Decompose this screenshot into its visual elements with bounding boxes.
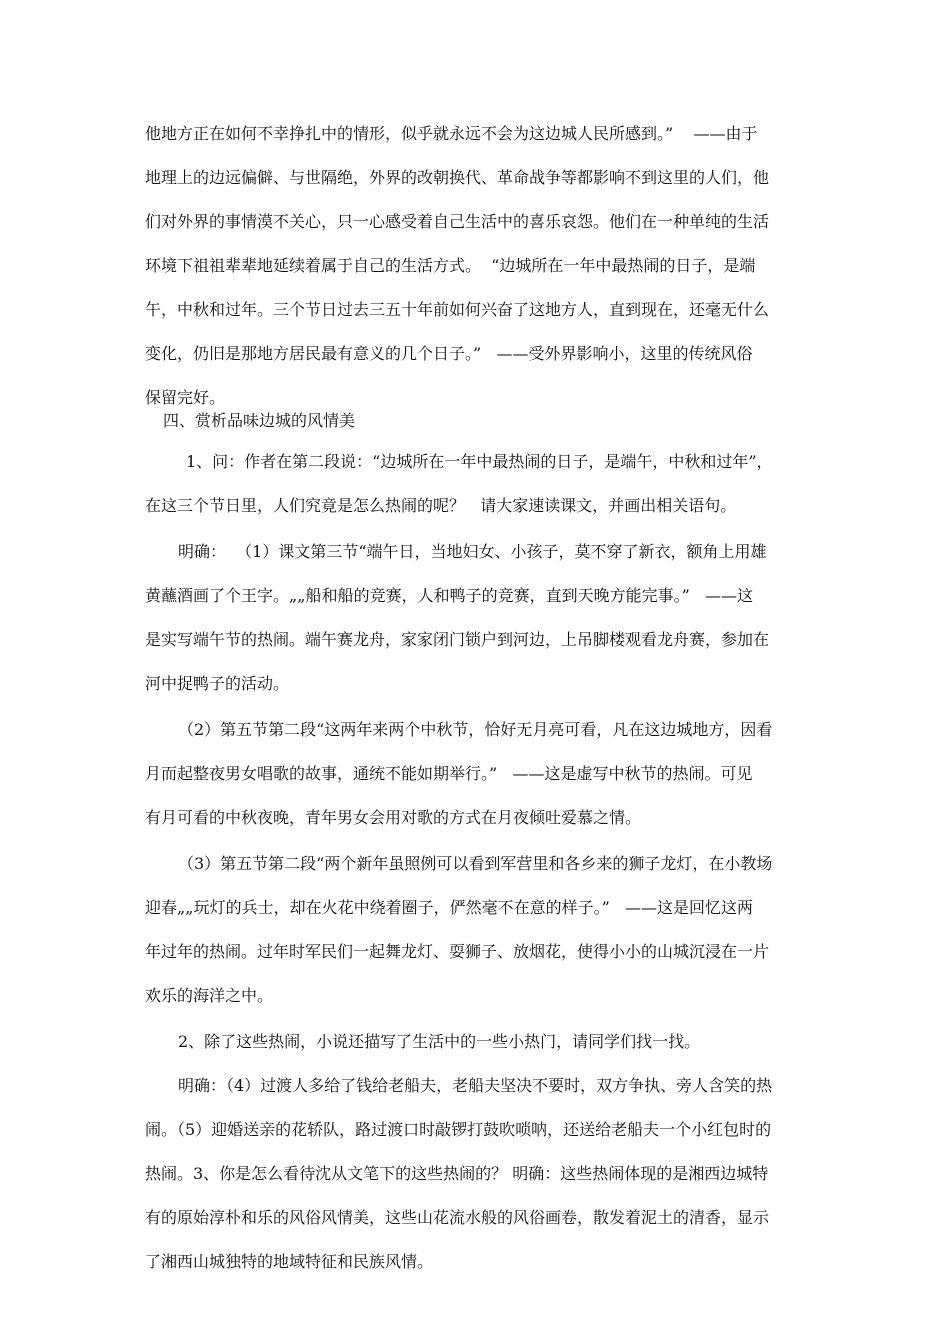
text-line: 河中捉鸭子的活动。: [145, 674, 290, 693]
text-line: 1、问：作者在第二段说：“边城所在一年中最热闹的日子，是端午，中秋和过年”，: [186, 452, 773, 471]
text-line: 欢乐的海洋之中。: [145, 986, 274, 1005]
text-line: 月而起整夜男女唱歌的故事，通统不能如期举行。” ——这是虚写中秋节的热闹。可见: [145, 764, 753, 783]
text-line: 地理上的边远偏僻、与世隔绝，外界的改朝换代、革命战争等都影响不到这里的人们，他: [145, 168, 770, 187]
section-heading: 四、赏析品味边城的风情美: [163, 411, 356, 430]
text-line: 们对外界的事情漠不关心，只一心感受着自己生活中的喜乐哀怨。他们在一种单纯的生活: [145, 212, 770, 231]
text-line: 年过年的热闹。过年时军民们一起舞龙灯、耍狮子、放烟花，使得小小的山城沉浸在一片: [145, 942, 770, 961]
text-line: 午，中秋和过年。三个节日过去三五十年前如何兴奋了这地方人，直到现在，还毫无什么: [145, 300, 770, 319]
text-line: 是实写端午节的热闹。端午赛龙舟，家家闭门锁户到河边，上吊脚楼观看龙舟赛，参加在: [145, 630, 770, 649]
text-line: 环境下祖祖辈辈地延续着属于自己的生活方式。 “边城所在一年中最热闹的日子，是端: [145, 256, 756, 275]
text-line: （2）第五节第二段“这两年来两个中秋节，恰好无月亮可看，凡在这边城地方，因看: [178, 720, 773, 739]
text-line: 他地方正在如何不幸挣扎中的情形，似乎就永远不会为这边城人民所感到。” ——由于: [145, 124, 758, 143]
text-line: 热闹。3、你是怎么看待沈从文笔下的这些热闹的？ 明确：这些热闹体现的是湘西边城特: [145, 1164, 769, 1183]
text-line: 有的原始淳朴和乐的风俗风情美，这些山花流水般的风俗画卷，散发着泥土的清香，显示: [145, 1208, 770, 1227]
text-line: （3）第五节第二段“两个新年虽照例可以看到军营里和各乡来的狮子龙灯，在小教场: [178, 854, 773, 873]
text-line: 了湘西山城独特的地域特征和民族风情。: [145, 1252, 434, 1271]
text-line: 变化，仍旧是那地方居民最有意义的几个日子。” ——受外界影响小，这里的传统风俗: [145, 344, 753, 363]
text-line: 2、除了这些热闹，小说还描写了生活中的一些小热门，请同学们找一找。: [178, 1032, 701, 1051]
text-line: 迎春„„玩灯的兵士，却在火花中绕着圈子，俨然毫不在意的样子。” ——这是回忆这两: [145, 898, 754, 917]
text-line: 闹。（5）迎婚送亲的花轿队，路过渡口时敲锣打鼓吹唢呐，还送给老船夫一个小红包时的: [145, 1120, 772, 1139]
text-line: 明确： （1）课文第三节“端午日，当地妇女、小孩子，莫不穿了新衣，额角上用雄: [178, 542, 767, 561]
text-line: 在这三个节日里，人们究竟是怎么热闹的呢？ 请大家速读课文，并画出相关语句。: [145, 496, 737, 515]
text-line: 有月可看的中秋夜晚，青年男女会用对歌的方式在月夜倾吐爱慕之情。: [145, 808, 642, 827]
text-line: 保留完好。: [145, 388, 226, 407]
text-line: 明确：（4）过渡人多给了钱给老船夫，老船夫坚决不要时，双方争执、旁人含笑的热: [178, 1076, 773, 1095]
text-line: 黄蘸酒画了个王字。„„船和船的竞赛，人和鸭子的竞赛，直到天晚方能完事。” ——这: [145, 586, 754, 605]
